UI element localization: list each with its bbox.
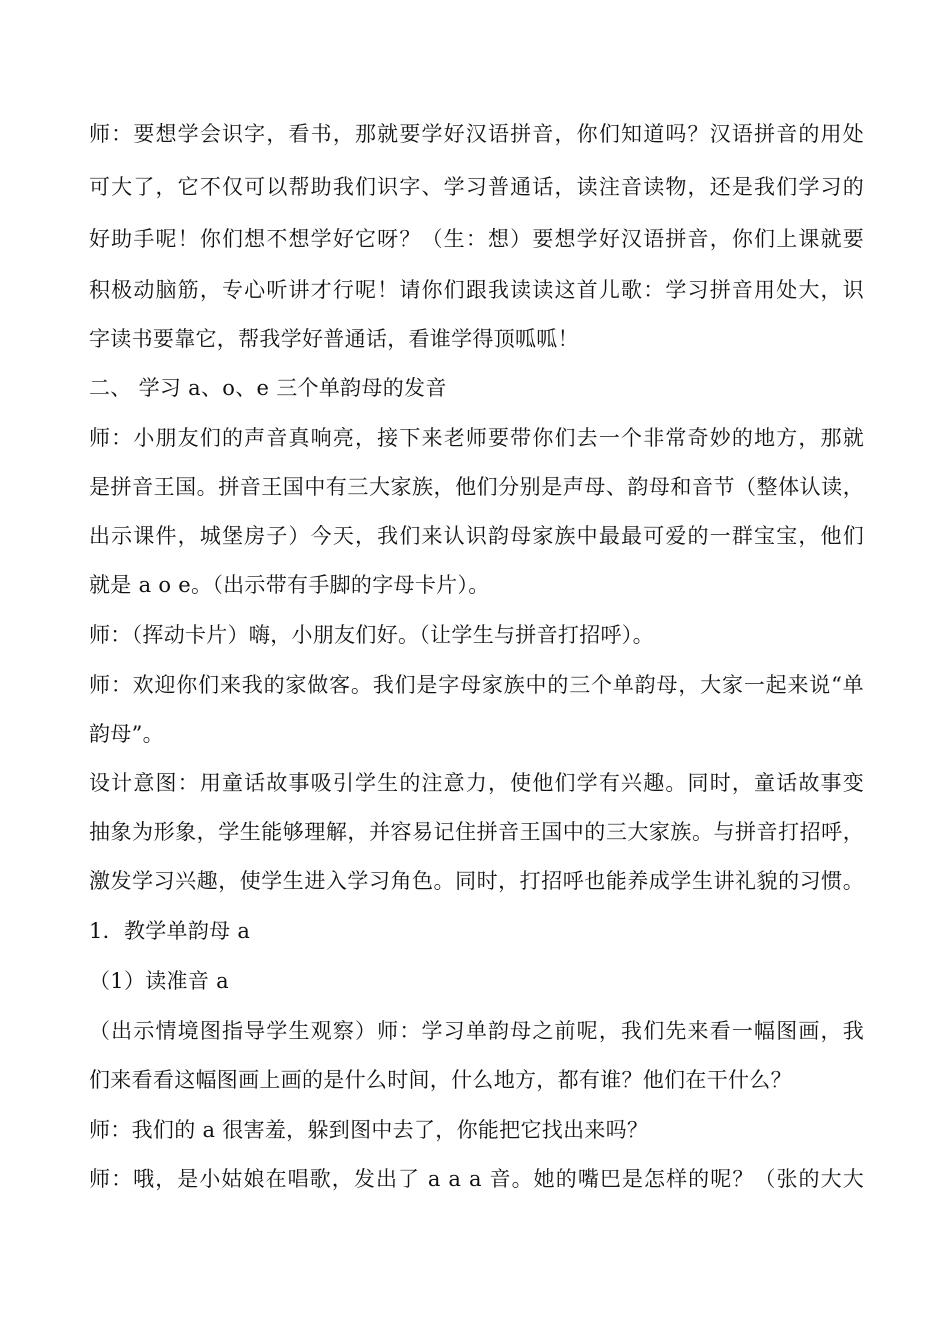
text-line: 激发学习兴趣，使学生进入学习角色。同时，打招呼也能养成学生讲礼貌的习惯。 [89,869,864,893]
text-line: 师：欢迎你们来我的家做客。我们是字母家族中的三个单韵母，大家一起来说“单 [89,673,864,697]
text-line: 好助手呢！你们想不想学好它呀？（生：想）要想学好汉语拼音，你们上课就要 [89,227,864,251]
sub-heading: （1）读准音 a [89,969,229,993]
text-line: 出示课件，城堡房子）今天，我们来认识韵母家族中最最可爱的一群宝宝，他们 [89,524,864,548]
text-line: 就是 a o e。（出示带有手脚的字母卡片）。 [89,573,490,597]
text-line: 们来看看这幅图画上画的是什么时间，什么地方，都有谁？他们在干什么？ [89,1068,792,1092]
text-line: 韵母”。 [89,722,164,746]
text-line: 师：我们的 a 很害羞，躲到图中去了，你能把它找出来吗？ [89,1118,649,1142]
text-line: 设计意图：用童话故事吸引学生的注意力，使他们学有兴趣。同时，童话故事变 [89,771,864,795]
text-line: 可大了，它不仅可以帮助我们识字、学习普通话，读注音读物，还是我们学习的 [89,175,864,199]
text-line: 师：小朋友们的声音真响亮，接下来老师要带你们去一个非常奇妙的地方，那就 [89,426,864,450]
section-heading: 二、 学习 a、o、e 三个单韵母的发音 [89,376,447,400]
text-line: 师：要想学会识字，看书，那就要学好汉语拼音，你们知道吗？汉语拼音的用处 [89,122,864,146]
text-line: （出示情境图指导学生观察）师：学习单韵母之前呢，我们先来看一幅图画，我 [89,1019,864,1043]
text-line: 积极动脑筋，专心听讲才行呢！请你们跟我读读这首儿歌：学习拼音用处大，识 [89,278,864,302]
text-line: 是拼音王国。拼音王国中有三大家族，他们分别是声母、韵母和音节（整体认读， [89,475,864,499]
text-line: 师：哦，是小姑娘在唱歌，发出了 a a a 音。她的嘴巴是怎样的呢？（张的大大 [89,1167,864,1191]
sub-heading: 1．教学单韵母 a [89,919,251,943]
text-line: 师：（挥动卡片）嗨，小朋友们好。（让学生与拼音打招呼）。 [89,623,654,647]
text-line: 字读书要靠它，帮我学好普通话，看谁学得顶呱呱！ [89,327,579,351]
text-line: 抽象为形象，学生能够理解，并容易记住拼音王国中的三大家族。与拼音打招呼， [89,820,864,844]
